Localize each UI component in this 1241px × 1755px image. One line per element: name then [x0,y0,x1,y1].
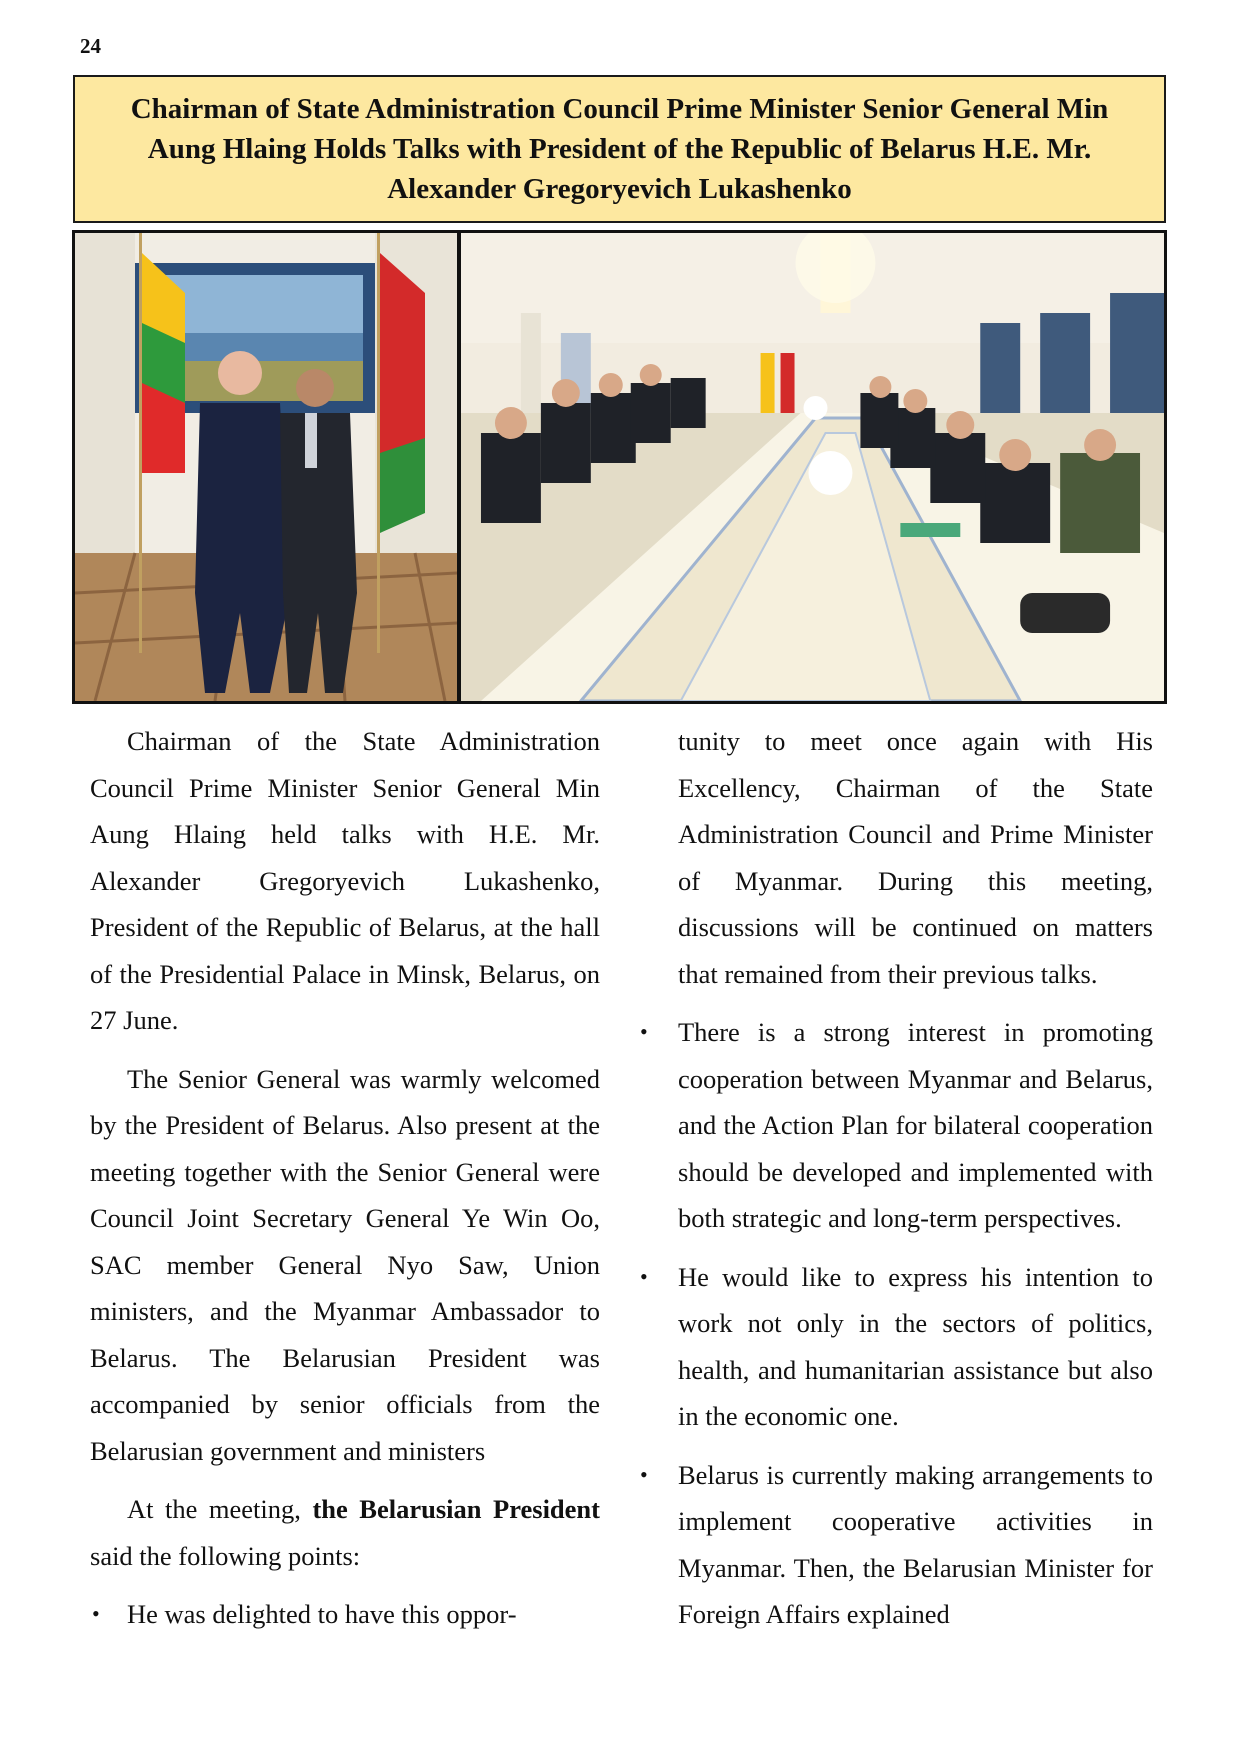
page-number: 24 [80,34,101,58]
paragraph-3-intro: At the meeting, [127,1494,313,1524]
paragraph-3-end: said the following points: [90,1540,361,1571]
bullet-text: He would like to express his intention to work not only in the sectors of politics, health, and humanitarian assistance but also in the economic one. [678,1261,1153,1431]
meeting-illustration [461,233,1164,701]
bullet-item [90,1591,600,1638]
paragraph-3-bold: the Belarusian President [312,1494,600,1524]
bullet-dot-icon: • [92,1601,100,1626]
paragraph-2: The Senior General was warmly welcomed by the President of Belarus. Also present at the meeting together with the Senior General were Council Joint Secretary General Ye Win Oo, SAC member General Nyo Saw, Union ministers, and the Myanmar Ambassador to Belarus. The Belarusian President was accompanied by senior officials from the Belarusian government and ministers [90,1063,600,1466]
text-column-right [640,718,1153,1638]
bullet-1-text-start: He was delighted to have this oppor- [127,1599,517,1629]
bullet-1-text-continued: tunity to meet once again with His Excellency, Chairman of the State Administration Council and Prime Minister of Myanmar. During this meeting, discussions will be continued on matters that remained from their previous talks. [678,726,1153,989]
bullet-list-start [90,1591,600,1638]
bullet-dot-icon: • [640,1263,648,1289]
paragraph-3 [90,1486,600,1579]
paragraph-1: Chairman of the State Administration Council Prime Minister Senior General Min Aung Hlaing held talks with H.E. Mr. Alexander Gregoryevich Lukashenko, President of the Republic of Belarus, at the hall of the Presidential Palace in Minsk, Belarus, on 27 June. [90,726,600,1035]
bullet-dot-icon: • [640,1019,648,1044]
bullet-item [640,1254,1153,1440]
bullet-text: Belarus is currently making arrangements to implement cooperative activities in Myanmar. Then, the Belarusian Minister for Foreign Affairs explained [678,1459,1153,1629]
handshake-illustration [75,233,457,701]
bullet-item [640,1452,1153,1638]
bullet-item [640,1009,1153,1242]
photo-meeting-table [461,233,1164,701]
text-column-left [90,718,600,1638]
bullet-dot-icon: • [640,1461,648,1487]
bullet-list [640,1009,1153,1638]
bullet-text: There is a strong interest in promoting cooperation between Myanmar and Belarus, and the Action Plan for bilateral cooperation should be developed and implemented with both strategic and long-term perspectives. [678,1017,1153,1233]
photo-frame [72,230,1167,704]
article-title: Chairman of State Administration Council Prime Minister Senior General Min Aung Hlaing Holds Talks with President of the Republic of Belarus H.E. Mr. Alexander Gregoryevich Lukashenko [130,93,1109,205]
title-box [73,75,1166,223]
photo-handshake [75,233,457,701]
